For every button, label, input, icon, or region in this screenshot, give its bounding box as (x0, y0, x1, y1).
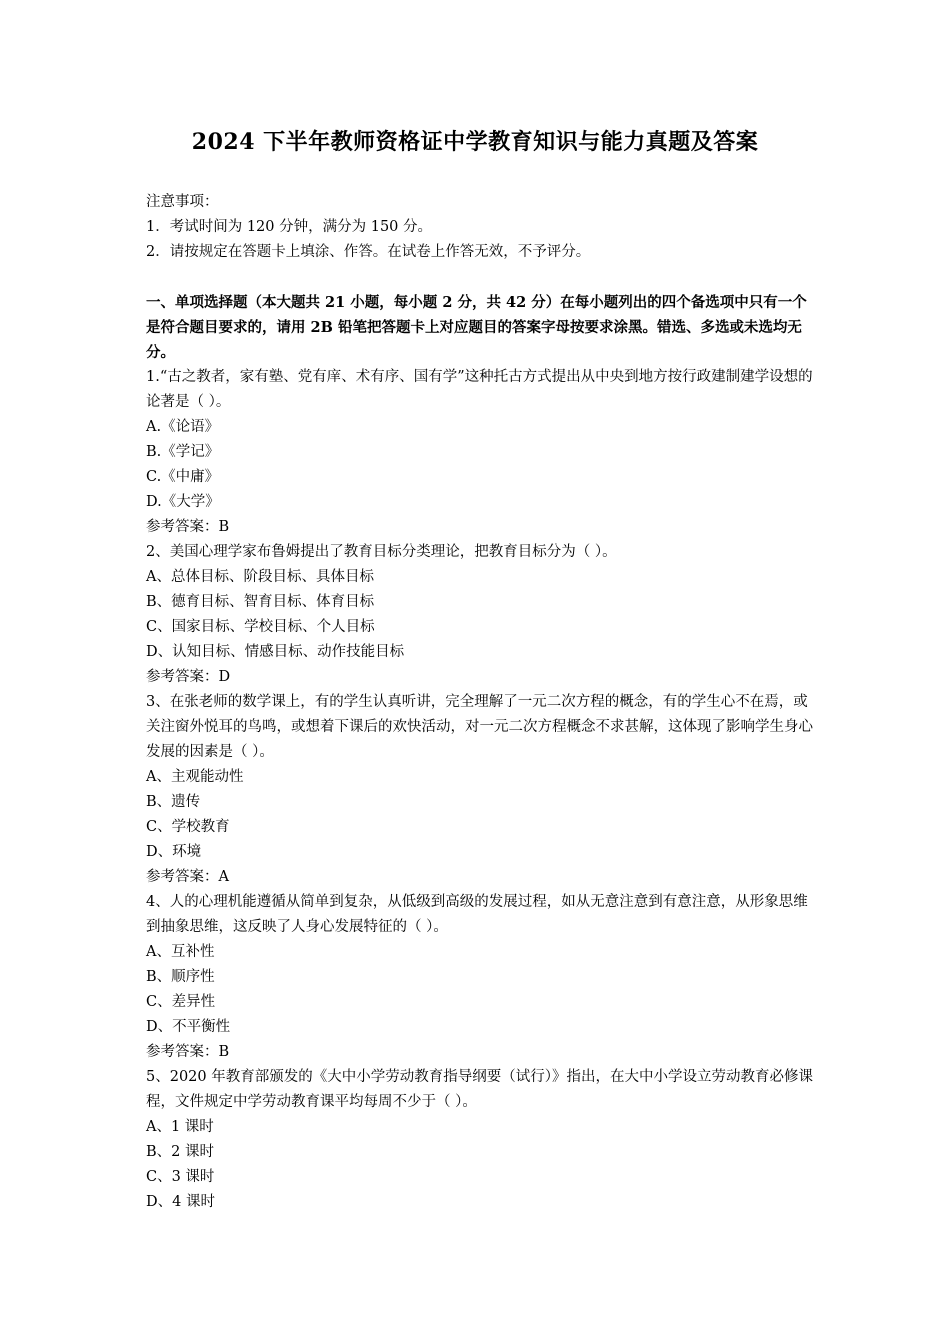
reference-answer: 参考答案：B (146, 1044, 230, 1060)
question-stem: 3、在张老师的数学课上，有的学生认真听讲，完全理解了一元二次方程的概念，有的学生心不在焉，或关注窗外悦耳的鸟鸣，或想着下课后的欢快活动，对一元二次方程概念不求甚解，这体现了影响学生身心发展的因素是（ ）。 (146, 694, 813, 760)
question-option: C、3 课时 (146, 1169, 215, 1185)
question-option: A、互补性 (146, 944, 215, 960)
question-option: D、环境 (146, 844, 202, 860)
question-stem: 2、美国心理学家布鲁姆提出了教育目标分类理论，把教育目标分为（ ）。 (146, 544, 617, 560)
document-title: 2024 下半年教师资格证中学教育知识与能力真题及答案 (191, 129, 759, 155)
notes-item: 1．考试时间为 120 分钟，满分为 150 分。 (146, 219, 433, 235)
question-stem: 5、2020 年教育部颁发的《大中小学劳动教育指导纲要（试行）》指出，在大中小学设立劳动教育必修课程，文件规定中学劳动教育课平均每周不少于（ ）。 (146, 1069, 813, 1110)
question-option: A.《论语》 (146, 419, 220, 435)
reference-answer: 参考答案：D (146, 669, 231, 685)
question-option: C、学校教育 (146, 819, 230, 835)
question-item (146, 365, 816, 540)
question-option: B、顺序性 (146, 969, 215, 985)
question-item (146, 1065, 816, 1215)
question-item (146, 890, 816, 1065)
question-option: D、不平衡性 (146, 1019, 231, 1035)
question-option: B、2 课时 (146, 1144, 214, 1160)
question-item (146, 690, 816, 890)
question-option: D、认知目标、情感目标、动作技能目标 (146, 644, 405, 660)
section-heading: 一、单项选择题（本大题共 21 小题，每小题 2 分，共 42 分）在每小题列出的四个备选项中只有一个是符合题目要求的，请用 2B 铅笔把答题卡上对应题目的答案字母按要求涂黑。错选、多选或未选均无分。 (146, 294, 807, 361)
question-item (146, 540, 816, 690)
question-option: A、1 课时 (146, 1119, 214, 1135)
document-body (146, 190, 816, 1215)
question-option: C.《中庸》 (146, 469, 220, 485)
reference-answer: 参考答案：B (146, 519, 230, 535)
reference-answer: 参考答案：A (146, 869, 229, 885)
question-option: D.《大学》 (146, 494, 220, 510)
question-option: B.《学记》 (146, 444, 220, 460)
question-option: C、国家目标、学校目标、个人目标 (146, 619, 375, 635)
question-option: A、主观能动性 (146, 769, 244, 785)
question-stem: 1.“古之教者，家有塾、党有庠、术有序、国有学”这种托古方式提出从中央到地方按行政建制建学设想的论著是（ ）。 (146, 369, 813, 410)
question-stem: 4、人的心理机能遵循从简单到复杂，从低级到高级的发展过程，如从无意注意到有意注意，从形象思维到抽象思维，这反映了人身心发展特征的（ ）。 (146, 894, 808, 935)
question-list (146, 365, 816, 1215)
question-option: D、4 课时 (146, 1194, 215, 1210)
question-option: B、德育目标、智育目标、体育目标 (146, 594, 375, 610)
notes-heading: 注意事项： (146, 194, 219, 210)
question-option: C、差异性 (146, 994, 216, 1010)
notes-item: 2．请按规定在答题卡上填涂、作答。在试卷上作答无效，不予评分。 (146, 244, 591, 260)
question-option: B、遗传 (146, 794, 201, 810)
question-option: A、总体目标、阶段目标、具体目标 (146, 569, 374, 585)
